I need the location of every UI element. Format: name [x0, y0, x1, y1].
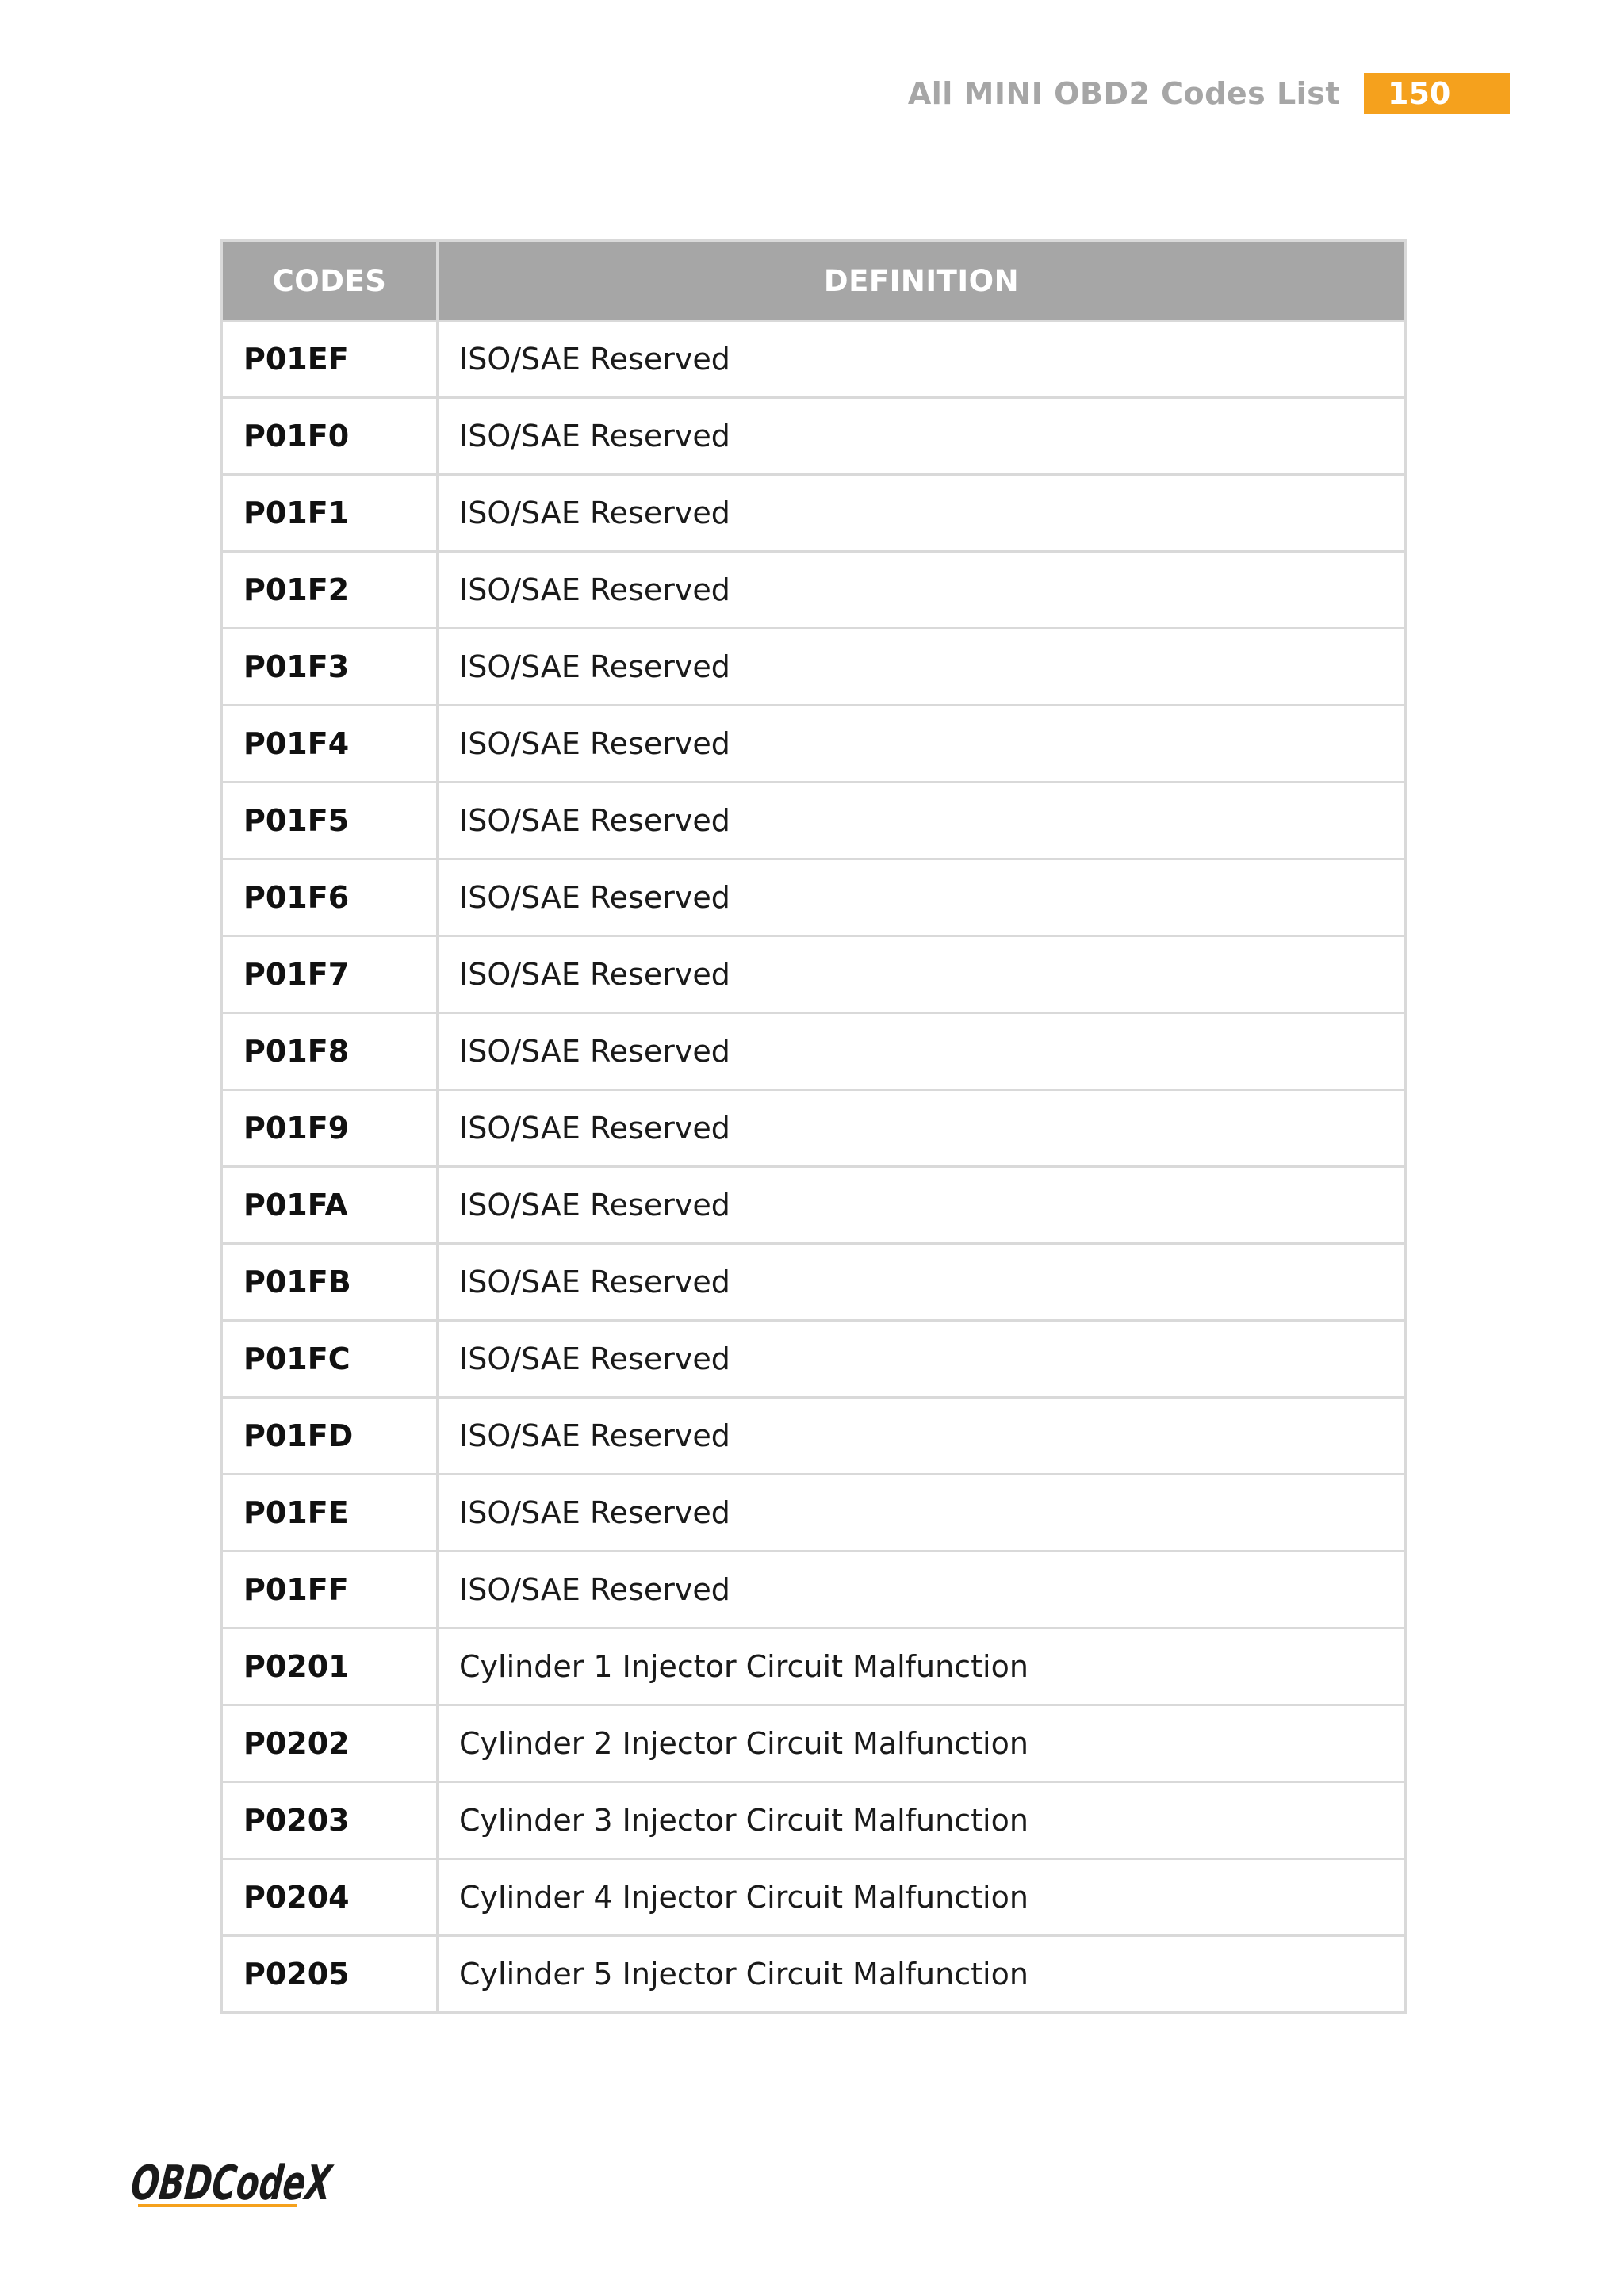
code-cell: P01F6 [222, 859, 438, 936]
obdcodex-logo [128, 2150, 421, 2211]
table-row [222, 783, 1406, 859]
code-cell: P01F1 [222, 475, 438, 552]
definition-cell: Cylinder 1 Injector Circuit Malfunction [438, 1628, 1406, 1705]
code-cell: P0205 [222, 1936, 438, 2013]
definition-cell: ISO/SAE Reserved [438, 475, 1406, 552]
definition-column-header: DEFINITION [438, 241, 1406, 321]
table-row [222, 1552, 1406, 1628]
table-row [222, 629, 1406, 706]
table-row [222, 1321, 1406, 1398]
code-cell: P0202 [222, 1705, 438, 1782]
codes-table [220, 239, 1407, 2014]
definition-cell: ISO/SAE Reserved [438, 1475, 1406, 1552]
code-cell: P01F9 [222, 1090, 438, 1167]
codes-column-header: CODES [222, 241, 438, 321]
table-row [222, 1628, 1406, 1705]
code-cell: P0201 [222, 1628, 438, 1705]
code-cell: P01FC [222, 1321, 438, 1398]
definition-cell: Cylinder 2 Injector Circuit Malfunction [438, 1705, 1406, 1782]
table-row [222, 1475, 1406, 1552]
definition-cell: ISO/SAE Reserved [438, 1013, 1406, 1090]
code-cell: P01FE [222, 1475, 438, 1552]
table-row [222, 475, 1406, 552]
table-row [222, 321, 1406, 398]
definition-cell: ISO/SAE Reserved [438, 1167, 1406, 1244]
definition-cell: ISO/SAE Reserved [438, 859, 1406, 936]
table-row [222, 1013, 1406, 1090]
code-cell: P01FA [222, 1167, 438, 1244]
definition-cell: ISO/SAE Reserved [438, 706, 1406, 783]
table-row [222, 1244, 1406, 1321]
definition-cell: ISO/SAE Reserved [438, 629, 1406, 706]
code-cell: P01FD [222, 1398, 438, 1475]
definition-cell: Cylinder 3 Injector Circuit Malfunction [438, 1782, 1406, 1859]
code-cell: P01F3 [222, 629, 438, 706]
table-row [222, 1167, 1406, 1244]
table-row [222, 552, 1406, 629]
table-row [222, 936, 1406, 1013]
code-cell: P01F5 [222, 783, 438, 859]
code-cell: P0204 [222, 1859, 438, 1936]
code-cell: P0203 [222, 1782, 438, 1859]
code-cell: P01F0 [222, 398, 438, 475]
logo-text: OBDCodeX [128, 2156, 421, 2211]
definition-cell: ISO/SAE Reserved [438, 1552, 1406, 1628]
definition-cell: ISO/SAE Reserved [438, 936, 1406, 1013]
definition-cell: ISO/SAE Reserved [438, 1398, 1406, 1475]
table-row [222, 1090, 1406, 1167]
definition-cell: ISO/SAE Reserved [438, 552, 1406, 629]
table-row [222, 1859, 1406, 1936]
code-cell: P01EF [222, 321, 438, 398]
code-cell: P01F7 [222, 936, 438, 1013]
table-row [222, 1782, 1406, 1859]
definition-cell: ISO/SAE Reserved [438, 1244, 1406, 1321]
table-row [222, 859, 1406, 936]
definition-cell: ISO/SAE Reserved [438, 1321, 1406, 1398]
page-header [908, 73, 1510, 114]
definition-cell: ISO/SAE Reserved [438, 398, 1406, 475]
code-cell: P01FB [222, 1244, 438, 1321]
logo-graphic [128, 2150, 421, 2211]
table-header-row [222, 241, 1406, 321]
definition-cell: ISO/SAE Reserved [438, 1090, 1406, 1167]
code-cell: P01F4 [222, 706, 438, 783]
table-row [222, 398, 1406, 475]
code-cell: P01FF [222, 1552, 438, 1628]
table-row [222, 706, 1406, 783]
definition-cell: Cylinder 4 Injector Circuit Malfunction [438, 1859, 1406, 1936]
logo-underline [138, 2204, 297, 2207]
definition-cell: ISO/SAE Reserved [438, 321, 1406, 398]
code-cell: P01F8 [222, 1013, 438, 1090]
document-title: All MINI OBD2 Codes List [907, 76, 1340, 111]
code-cell: P01F2 [222, 552, 438, 629]
table-row [222, 1936, 1406, 2013]
definition-cell: ISO/SAE Reserved [438, 783, 1406, 859]
page-number-badge: 150 [1364, 73, 1510, 114]
table-row [222, 1705, 1406, 1782]
table-row [222, 1398, 1406, 1475]
definition-cell: Cylinder 5 Injector Circuit Malfunction [438, 1936, 1406, 2013]
